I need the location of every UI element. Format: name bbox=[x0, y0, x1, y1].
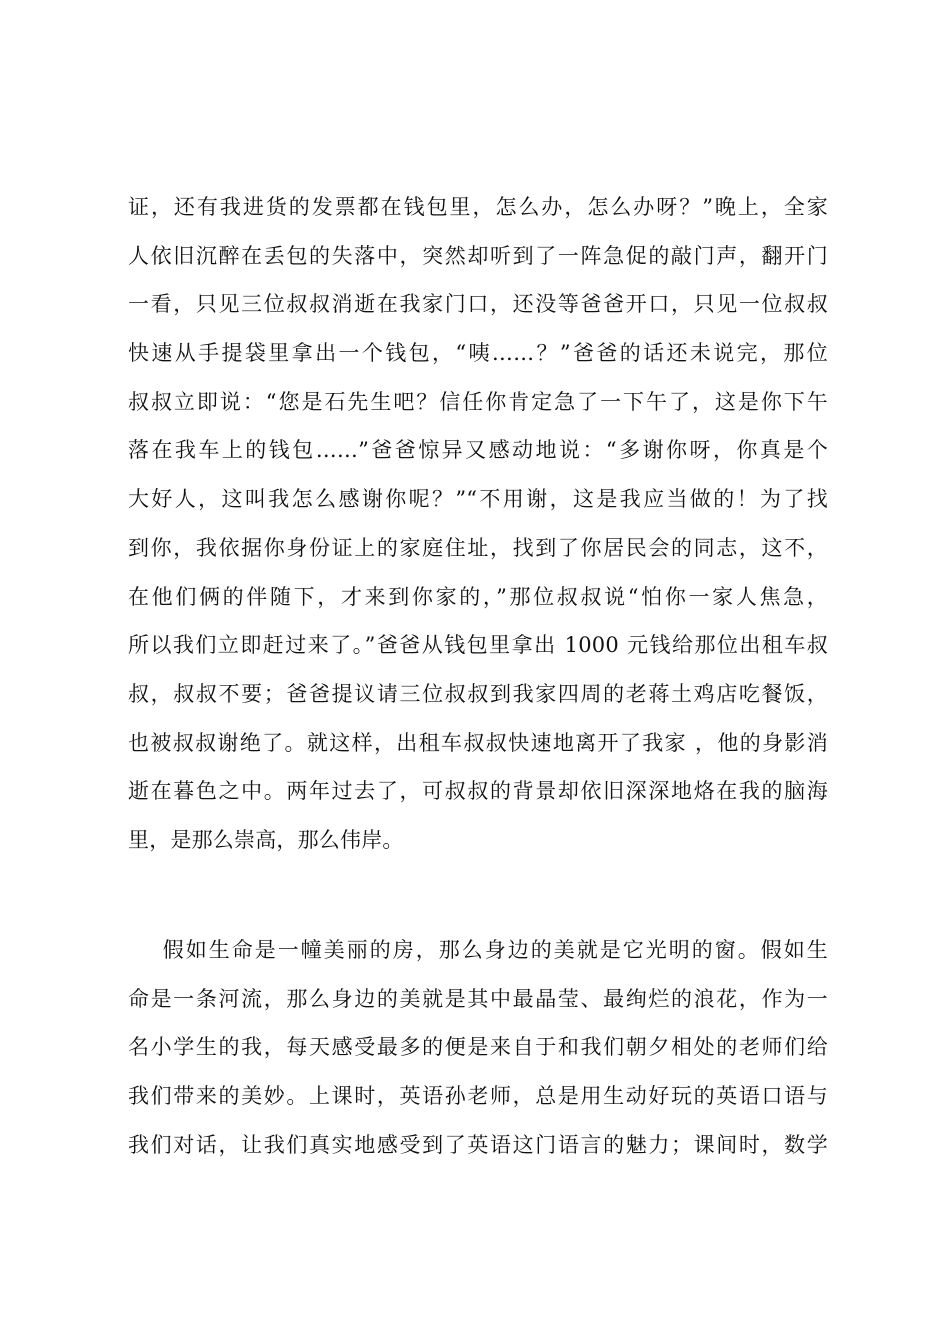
text-line: 里，是那么崇高，那么伟岸。 bbox=[128, 827, 404, 852]
text-line: 人依旧沉醉在丢包的失落中，突然却听到了一阵急促的敲门声，翻开门 bbox=[128, 243, 828, 268]
paragraph-beauty-essay bbox=[128, 926, 828, 1169]
text-line: 命是一条河流，那么身边的美就是其中最晶莹、最绚烂的浪花，作为一 bbox=[128, 986, 828, 1011]
paragraph-story-end bbox=[128, 183, 828, 865]
text-line: 证，还有我进货的发票都在钱包里，怎么办，怎么办呀？”晚上，全家 bbox=[128, 195, 828, 219]
text-line: 假如生命是一幢美丽的房，那么身边的美就是它光明的窗。假如生 bbox=[128, 938, 828, 962]
text-line: 在他们俩的伴随下，才来到你家的，”那位叔叔说“怕你一家人焦急， bbox=[128, 584, 828, 609]
text-line: 也被叔叔谢绝了。就这样，出租车叔叔快速地离开了我家 ，他的身影消 bbox=[128, 730, 828, 755]
text-line: 一看，只见三位叔叔消逝在我家门口，还没等爸爸开口，只见一位叔叔 bbox=[128, 292, 828, 317]
text-line: 我们带来的美妙。上课时，英语孙老师，总是用生动好玩的英语口语与 bbox=[128, 1084, 828, 1109]
text-line: 我们对话，让我们真实地感受到了英语这门语言的魅力；课间时，数学 bbox=[128, 1132, 828, 1157]
text-line: 快速从手提袋里拿出一个钱包，“咦……？”爸爸的话还未说完，那位 bbox=[128, 341, 828, 366]
text-line: 所以我们立即赶过来了。”爸爸从钱包里拿出 1000 元钱给那位出租车叔 bbox=[128, 633, 828, 658]
text-line: 叔，叔叔不要；爸爸提议请三位叔叔到我家四周的老蒋土鸡店吃餐饭， bbox=[128, 681, 828, 706]
text-line: 大好人，这叫我怎么感谢你呢？”“不用谢，这是我应当做的！为了找 bbox=[128, 487, 828, 512]
text-line: 逝在暮色之中。两年过去了，可叔叔的背景却依旧深深地烙在我的脑海 bbox=[128, 779, 828, 804]
text-line: 落在我车上的钱包……”爸爸惊异又感动地说：“多谢你呀，你真是个 bbox=[128, 438, 828, 463]
text-line: 到你，我依据你身份证上的家庭住址，找到了你居民会的同志，这不， bbox=[128, 535, 828, 560]
text-line: 名小学生的我，每天感受最多的便是来自于和我们朝夕相处的老师们给 bbox=[128, 1035, 828, 1060]
text-line: 叔叔立即说：“您是石先生吧？信任你肯定急了一下午了，这是你下午 bbox=[128, 389, 828, 414]
